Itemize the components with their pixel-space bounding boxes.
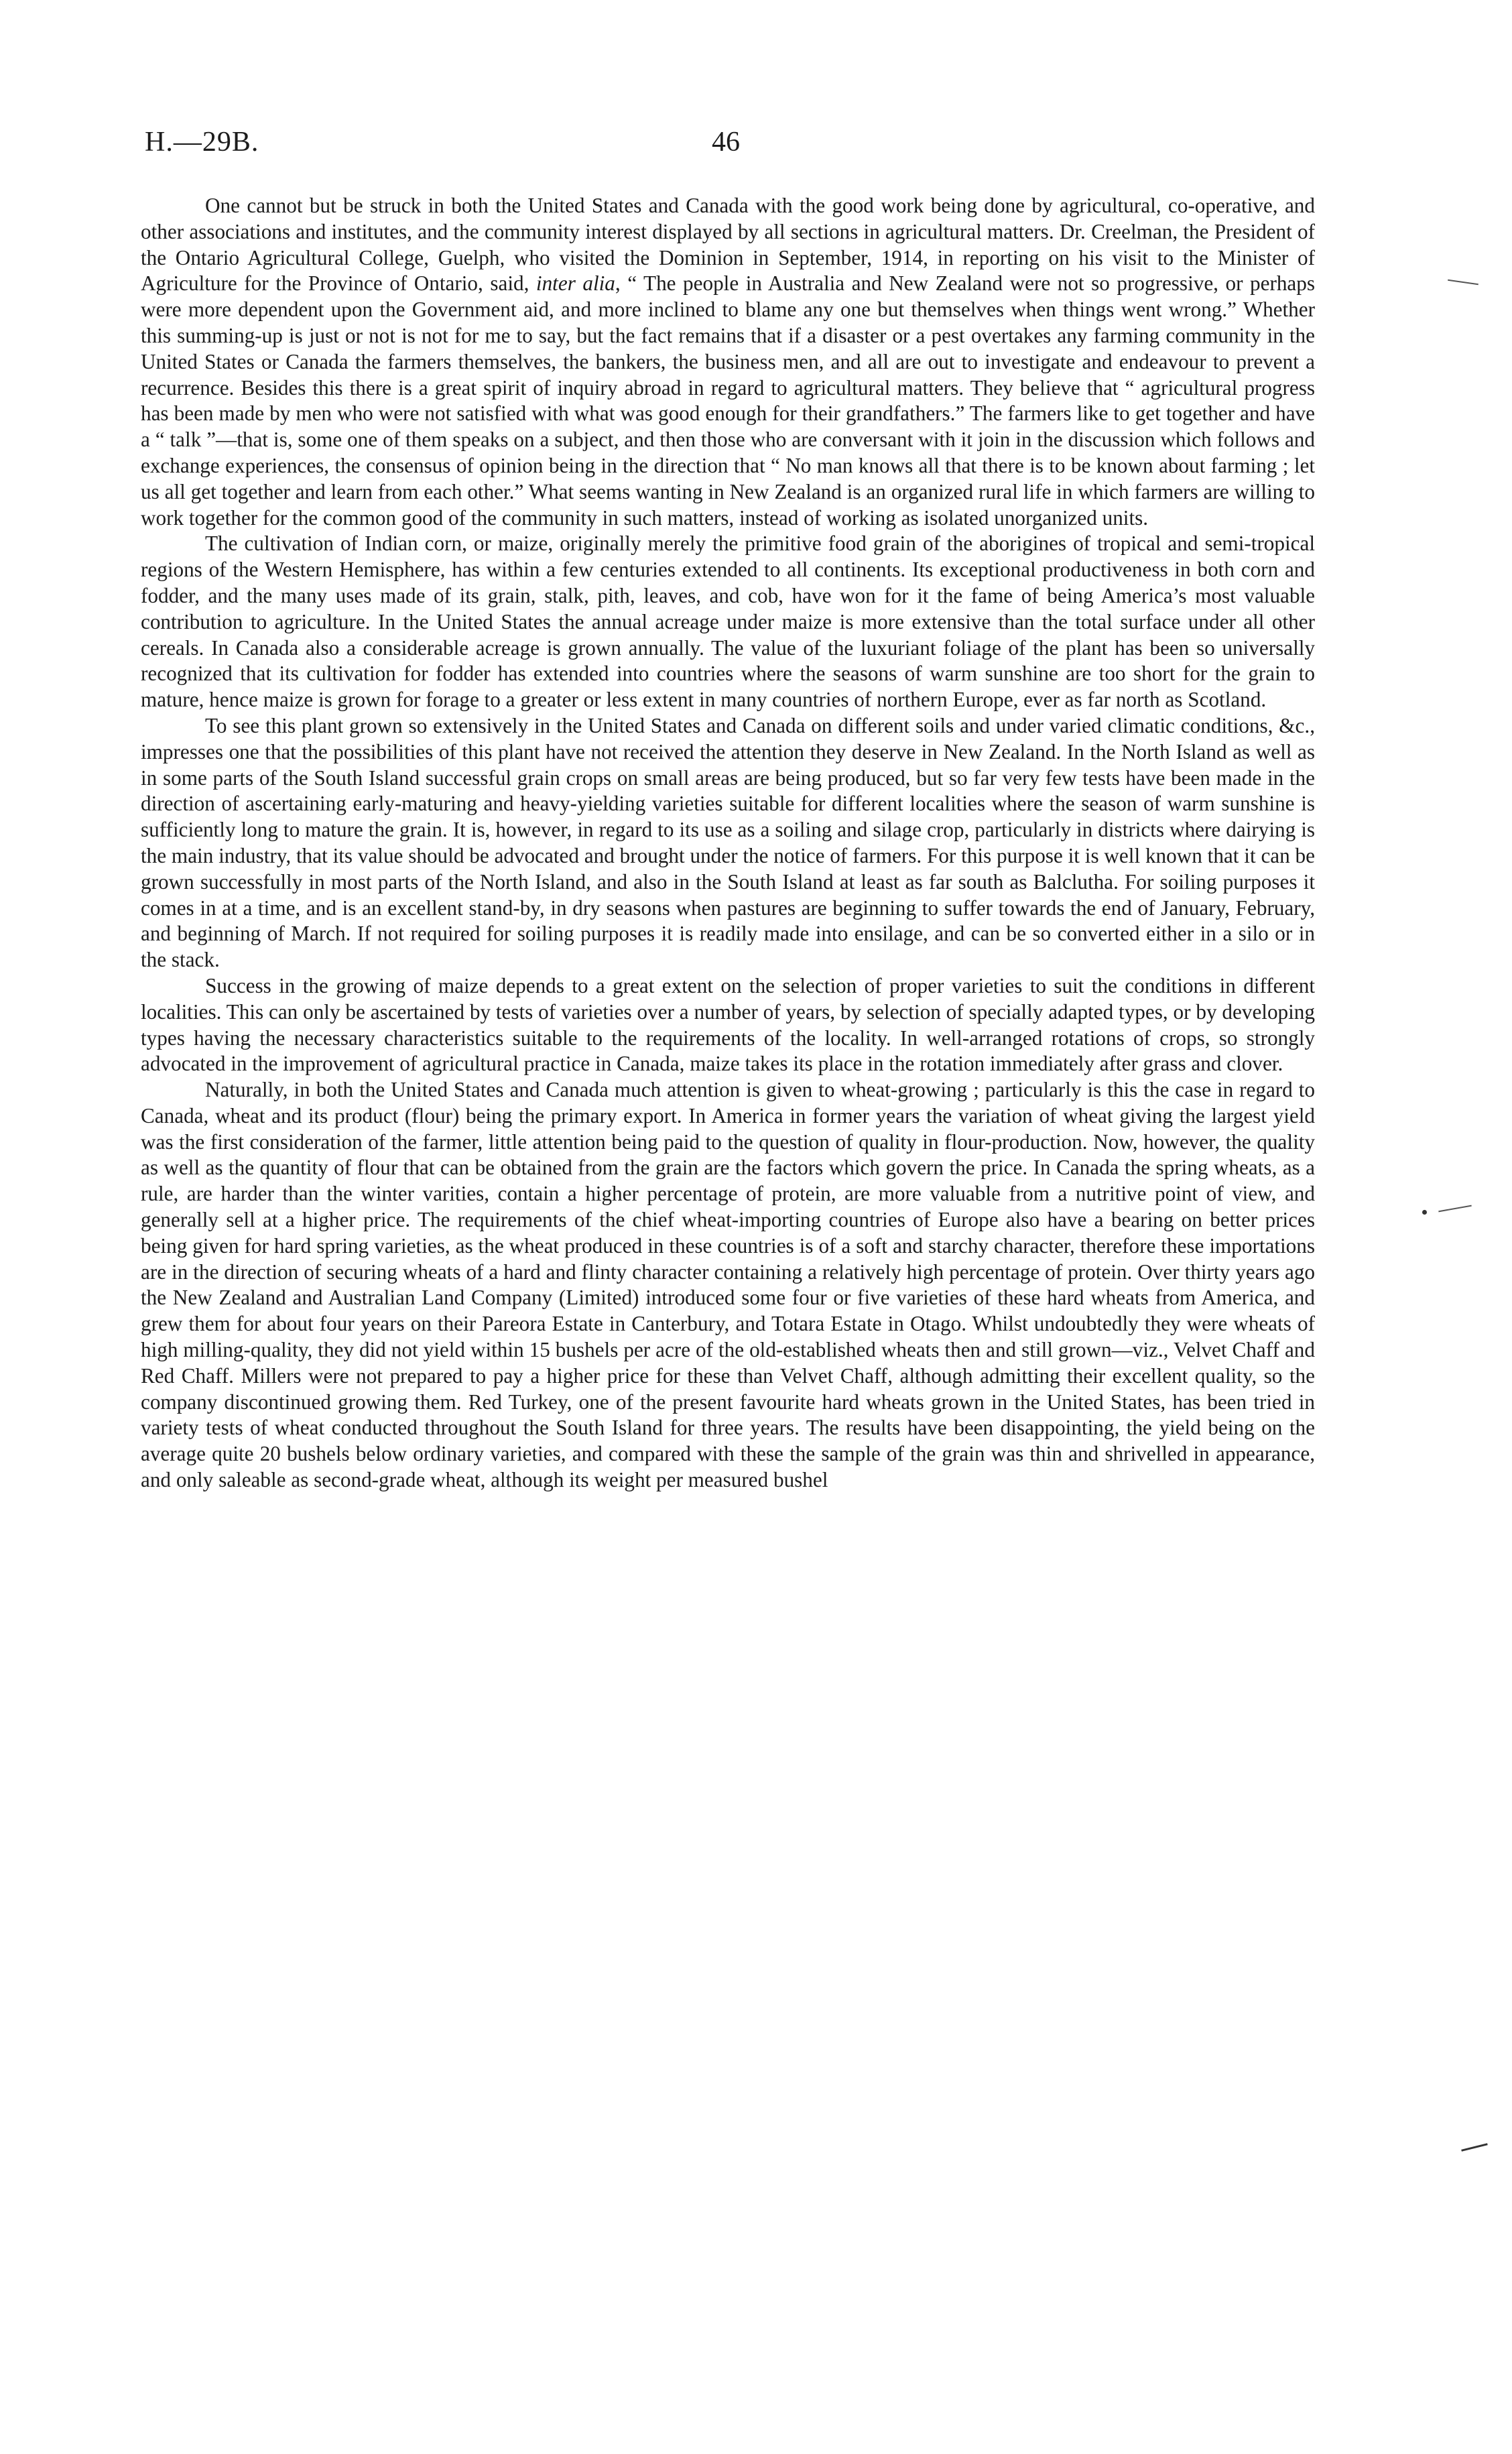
margin-scan-mark [1438, 1205, 1472, 1213]
paragraph-1-text-end: , “ The people in Australia and New Zealand were not so progressive, or perhaps were more dependent upon the Government aid, and more inclined to blame any one but themselves when things went wrong.” Whether this summing-up is just or not is not for me to say, but the fact remains that if a disaster or a pest overtakes any farming community in the United States or Canada the farmers themselves, the bankers, the business men, and all are out to investigate and endeavour to prevent a recurrence. Besides this there is a great spirit of inquiry abroad in regard to agricultural matters. They believe that “ agricultural progress has been made by men who were not satisfied with what was good enough for their grandfathers.” The farmers like to get together and have a “ talk ”—that is, some one of them speaks on a subject, and then those who are conversant with it join in the discussion which follows and exchange experiences, the consensus of opinion being in the direction that “ No man knows all that there is to be known about farming ; let us all get together and learn from each other.” What seems wanting in New Zealand is an organized rural life in which farmers are willing to work together for the common good of the community in such matters, instead of working as isolated unorganized units. [141, 271, 1316, 530]
paragraph-wheat-growing: Naturally, in both the United States and Canada much attention is given to wheat-growing ; particularly is this the case in regard to Canada, wheat and its product (flour) being the primary export. In America in former years the variation of wheat giving the largest yield was the first consideration of the farmer, little attention being paid to the question of quality in flour-production. Now, however, the quality as well as the quantity of flour that can be obtained from the grain are the factors which govern the price. In Canada the spring wheats, as a rule, are harder than the winter varities, contain a higher percentage of protein, are more valuable from a nutritive point of view, and generally sell at a higher price. The requirements of the chief wheat-importing countries of Europe also have a bearing on better prices being given for hard spring varieties, as the wheat produced in these countries is of a soft and starchy character, therefore these importations are in the direction of securing wheats of a hard and flinty character containing a relatively high percentage of protein. Over thirty years ago the New Zealand and Australian Land Company (Limited) introduced some four or five varieties of these hard wheats from America, and grew them for about four years on their Pareora Estate in Canterbury, and Totara Estate in Otago. Whilst undoubtedly they were wheats of high milling-quality, they did not yield within 15 bushels per acre of the old-established wheats then and still grown—viz., Velvet Chaff and Red Chaff. Millers were not prepared to pay a higher price for these than Velvet Chaff, although admitting their excellent quality, so the company discontinued growing them. Red Turkey, one of the present favourite hard wheats grown in the United States, has been tried in variety tests of wheat conducted throughout the South Island for three years. The results have been disappointing, the yield being on the average quite 20 bushels below ordinary varieties, and compared with these the sample of the grain was thin and shrivelled in appearance, and only saleable as second-grade wheat, although its weight per measured bushel [141, 1078, 1315, 1492]
report-reference: H.—29B. [145, 127, 259, 158]
paragraph-maize-varieties: Success in the growing of maize depends to a great extent on the selection of proper varieties to suit the conditions in different localities. This can only be ascertained by tests of varieties over a number of years, by selection of specially adapted types, or by developing types having the necessary characteristics suitable to the requirements of the locality. In well-arranged rotations of crops, so strongly advocated in the improvement of agricultural practice in Canada, maize takes its place in the rotation immediately after grass and clover. [141, 973, 1315, 1076]
margin-scan-mark [1448, 280, 1478, 285]
margin-scan-dot [1422, 1210, 1427, 1215]
paragraph-maize-new-zealand: To see this plant grown so extensively in the United States and Canada on different soils and under varied climatic conditions, &c., impresses one that the possibilities of this plant have not received the attention they deserve in New Zealand. In the North Island as well as in some parts of the South Island successful grain crops on small areas are being produced, but so far very few tests have been made in the direction of ascertaining early-maturing and heavy-yielding varieties suitable for different localities where the season of warm sunshine is sufficiently long to mature the grain. It is, however, in regard to its use as a soiling and silage crop, particularly in districts where dairying is the main industry, that its value should be advocated and brought under the notice of farmers. For this purpose it is well known that it can be grown successfully in most parts of the North Island, and also in the South Island at least as far south as Balclutha. For soiling purposes it comes in at a time, and is an excellent stand-by, in dry seasons when pastures are beginning to suffer towards the end of January, February, and beginning of March. If not required for soiling purposes it is readily made into ensilage, and can be so converted either in a silo or in the stack. [141, 713, 1315, 972]
body-text [141, 193, 1315, 1493]
paragraph-1-text-start: One cannot but be struck in both the United States and Canada with the good work being done by agricultural, co-operative, and other associations and institutes, and the community interest displayed by all sections in agricultural matters. Dr. Creelman, the President of the Ontario Agricultural College, Guelph, who visited the Dominion in September, 1914, in reporting on his visit to the Minister of Agriculture for the Province of Ontario, said, [141, 194, 1315, 296]
paragraph-agricultural-associations [141, 193, 1315, 531]
page-number: 46 [712, 127, 740, 158]
latin-phrase: inter alia [536, 271, 615, 296]
paragraph-indian-corn: The cultivation of Indian corn, or maize, originally merely the primitive food grain of the aborigines of tropical and semi-tropical regions of the Western Hemisphere, has within a few centuries extended to all continents. Its exceptional productiveness in both corn and fodder, and the many uses made of its grain, stalk, pith, leaves, and cob, have won for it the fame of being America’s most valuable contribution to agriculture. In the United States the annual acreage under maize is more extensive than the total surface under all other cereals. In Canada also a considerable acreage is grown annually. The value of the luxuriant foliage of the plant has been so universally recognized that its cultivation for fodder has extended into countries where the seasons of warm sunshine are too short for the grain to mature, hence maize is grown for forage to a greater or less extent in many countries of northern Europe, ever as far north as Scotland. [141, 532, 1315, 712]
margin-scan-mark [1461, 2143, 1488, 2152]
